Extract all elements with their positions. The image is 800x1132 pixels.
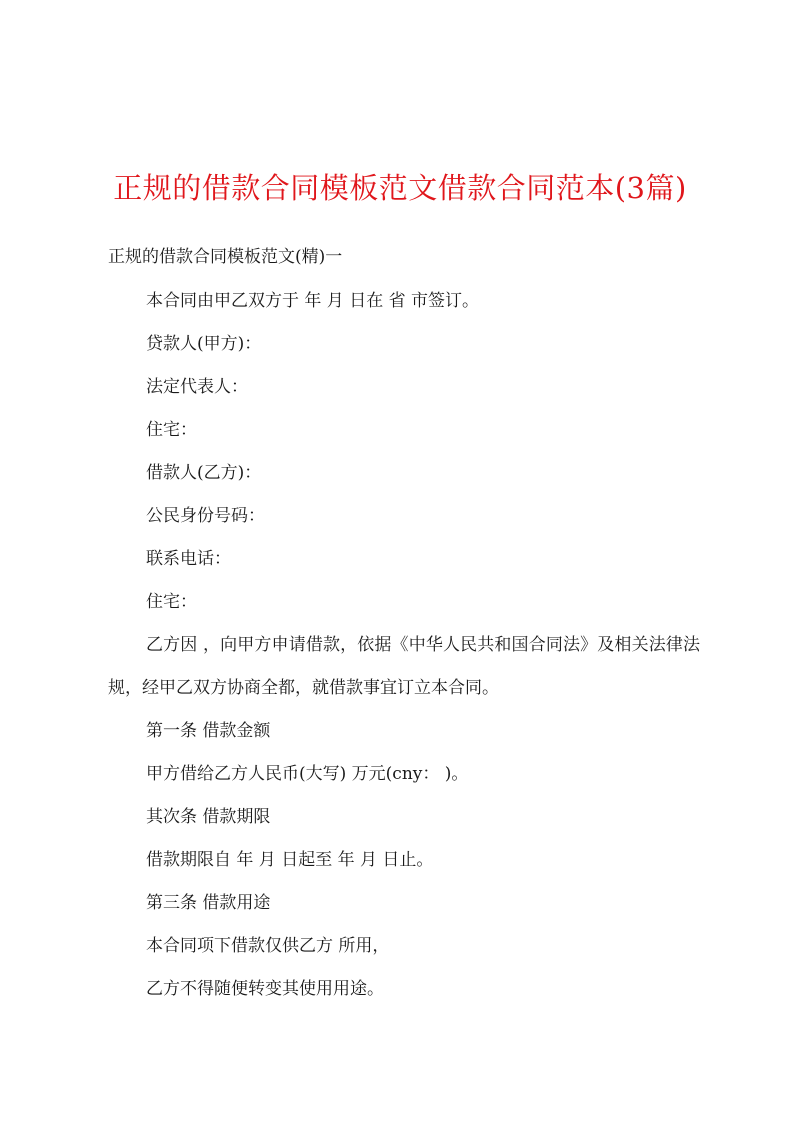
document-title: 正规的借款合同模板范文借款合同范本(3篇) bbox=[113, 171, 687, 205]
paragraph-lender: 贷款人(甲方)： bbox=[146, 334, 262, 354]
paragraph-id-number: 公民身份号码： bbox=[146, 506, 265, 526]
paragraph-phone: 联系电话： bbox=[146, 549, 231, 569]
document-subtitle: 正规的借款合同模板范文(精)一 bbox=[108, 247, 343, 267]
article-3-text-continued: 乙方不得随便转变其使用用途。 bbox=[146, 979, 384, 999]
article-3-text: 本合同项下借款仅供乙方 所用， bbox=[146, 936, 390, 956]
paragraph-lender-address: 住宅： bbox=[146, 420, 197, 440]
paragraph-borrower-address: 住宅： bbox=[146, 592, 197, 612]
article-2-heading: 其次条 借款期限 bbox=[146, 807, 271, 827]
paragraph-legal-rep: 法定代表人： bbox=[146, 377, 248, 397]
article-2-text: 借款期限自 年 月 日起至 年 月 日止。 bbox=[146, 850, 434, 870]
paragraph-purpose-statement: 乙方因 ，向甲方申请借款，依据《中华人民共和国合同法》及相关法律法规，经甲乙双方协商全都，就借款事宜订立本合同。 bbox=[108, 635, 700, 698]
article-1-heading: 第一条 借款金额 bbox=[146, 721, 271, 741]
article-1-text: 甲方借给乙方人民币(大写) 万元(cny： )。 bbox=[146, 764, 469, 784]
paragraph-borrower: 借款人(乙方)： bbox=[146, 463, 262, 483]
article-3-heading: 第三条 借款用途 bbox=[146, 893, 271, 913]
paragraph-signing: 本合同由甲乙双方于 年 月 日在 省 市签订。 bbox=[146, 291, 480, 311]
